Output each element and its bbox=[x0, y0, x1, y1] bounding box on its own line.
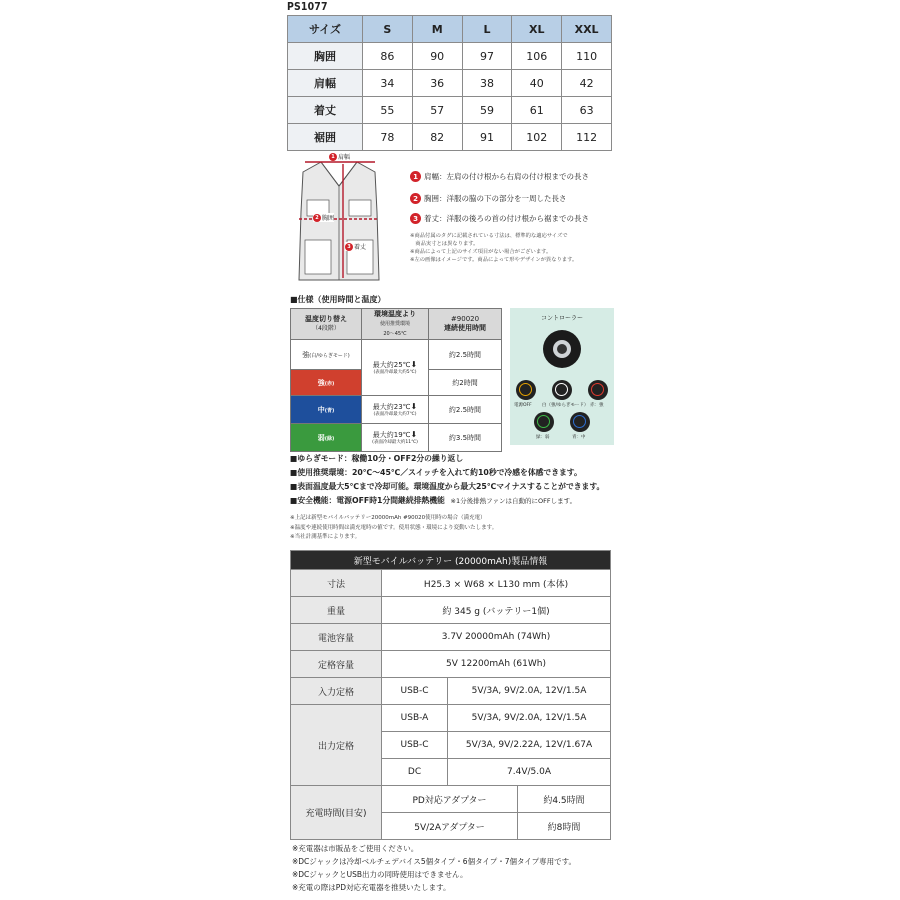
mode-sub: (白/ゆらぎモード) bbox=[309, 352, 350, 359]
size-cell: 106 bbox=[512, 43, 562, 70]
mode-cell-red bbox=[291, 370, 362, 396]
battery-port: USB-C bbox=[382, 678, 448, 705]
time-cell: 約2.5時間 bbox=[429, 396, 502, 424]
battery-value: 7.4V/5.0A bbox=[448, 759, 611, 786]
battery-value: 3.7V 20000mAh (74Wh) bbox=[382, 624, 611, 651]
down-arrow-icon: ⬇ bbox=[410, 402, 418, 411]
size-cell: 40 bbox=[512, 70, 562, 97]
battery-key: 充電時間(目安) bbox=[291, 786, 382, 840]
size-table-row bbox=[288, 43, 612, 70]
note-line: ※商品によって上記のサイズ項目がない場合がございます。 bbox=[410, 249, 552, 255]
size-cell: 61 bbox=[512, 97, 562, 124]
green-mode-label: 緑：弱 bbox=[536, 435, 550, 440]
spec-header-mode-sub: （4段階） bbox=[312, 325, 340, 332]
battery-row bbox=[291, 678, 611, 705]
temp-cell bbox=[362, 396, 429, 424]
power-off-button[interactable] bbox=[516, 380, 536, 400]
battery-table bbox=[290, 550, 611, 840]
time-cell: 約2.5時間 bbox=[429, 340, 502, 370]
temp-cell-merged bbox=[362, 340, 429, 396]
spec-header-env-text: 環境温度より bbox=[374, 309, 416, 318]
size-table-row bbox=[288, 70, 612, 97]
battery-key: 寸法 bbox=[291, 570, 382, 597]
spec-header-env-sub2: 20～45℃ bbox=[383, 330, 407, 337]
battery-value: 約 345 g (バッテリー1個) bbox=[382, 597, 611, 624]
shoulder-label bbox=[329, 152, 350, 161]
controller-knob-icon bbox=[543, 330, 581, 368]
bullet-line bbox=[290, 495, 576, 506]
length-label-text: 着丈 bbox=[354, 244, 367, 251]
bullet-line: ■ゆらぎモード：稼働10分・OFF2分の繰り返し bbox=[290, 454, 464, 463]
spec-row bbox=[291, 424, 502, 452]
white-mode-label: 白（強/ゆらぎモード） bbox=[542, 403, 589, 408]
mode-cell-green bbox=[291, 424, 362, 452]
size-cell: 36 bbox=[412, 70, 462, 97]
battery-port: USB-C bbox=[382, 732, 448, 759]
size-row-label: 肩幅 bbox=[288, 70, 363, 97]
size-header-cell: L bbox=[462, 16, 512, 43]
size-header-cell: サイズ bbox=[288, 16, 363, 43]
blue-mode-button[interactable] bbox=[570, 412, 590, 432]
controller-title: コントローラー bbox=[540, 315, 583, 322]
size-cell: 59 bbox=[462, 97, 512, 124]
legend-text: 胸囲：洋服の脇の下の部分を一周した長さ bbox=[424, 194, 567, 203]
footnote: ※充電の際はPD対応充電器を推奨いたします。 bbox=[292, 883, 451, 892]
bullet-line: ■表面温度最大5℃まで冷却可能。環境温度から最大25℃マイナスすることができます。 bbox=[290, 482, 605, 491]
battery-value: H25.3 × W68 × L130 mm (本体) bbox=[382, 570, 611, 597]
mode-sub: (緑) bbox=[324, 435, 335, 442]
size-table bbox=[287, 15, 612, 151]
temp-sub: (表面冷却最大約11℃) bbox=[372, 440, 418, 445]
bullet-extra: ※1分後排熱ファンは自動的にOFFします。 bbox=[450, 497, 577, 505]
time-cell: 約2時間 bbox=[429, 370, 502, 396]
battery-row bbox=[291, 624, 611, 651]
spec-header-time bbox=[429, 309, 502, 340]
size-notes bbox=[410, 232, 610, 264]
size-cell: 34 bbox=[363, 70, 413, 97]
size-cell: 110 bbox=[562, 43, 612, 70]
size-cell: 63 bbox=[562, 97, 612, 124]
mode-sub: (赤) bbox=[324, 380, 335, 387]
mode-cell-white bbox=[291, 340, 362, 370]
legend-text: 着丈：洋服の後ろの首の付け根から裾までの長さ bbox=[424, 214, 589, 223]
legend-item bbox=[410, 213, 589, 224]
battery-row bbox=[291, 705, 611, 732]
size-table-header bbox=[288, 16, 612, 43]
battery-value: 5V/3A, 9V/2.22A, 12V/1.67A bbox=[448, 732, 611, 759]
marker-2-icon: 2 bbox=[410, 193, 421, 204]
size-cell: 57 bbox=[412, 97, 462, 124]
battery-value: 5V/3A, 9V/2.0A, 12V/1.5A bbox=[448, 678, 611, 705]
battery-value: 約4.5時間 bbox=[518, 786, 611, 813]
battery-key: 重量 bbox=[291, 597, 382, 624]
size-row-label: 着丈 bbox=[288, 97, 363, 124]
size-cell: 102 bbox=[512, 124, 562, 151]
length-label bbox=[345, 242, 366, 251]
battery-key: 定格容量 bbox=[291, 651, 382, 678]
battery-row bbox=[291, 597, 611, 624]
size-cell: 55 bbox=[363, 97, 413, 124]
note-line: ※左の画像はイメージです。商品によって形やデザインが異なります。 bbox=[410, 257, 578, 263]
size-row-label: 胸囲 bbox=[288, 43, 363, 70]
battery-value: 5V/3A, 9V/2.0A, 12V/1.5A bbox=[448, 705, 611, 732]
size-cell: 112 bbox=[562, 124, 612, 151]
bullet-text: ■安全機能：電源OFF時1分間継続排熱機能 bbox=[290, 496, 445, 505]
battery-port: USB-A bbox=[382, 705, 448, 732]
temp-value: 最大約19℃ bbox=[372, 431, 411, 439]
size-header-cell: S bbox=[363, 16, 413, 43]
spec-header-env bbox=[362, 309, 429, 340]
temp-value: 最大約23℃ bbox=[372, 403, 411, 411]
red-mode-label: 赤：強 bbox=[590, 403, 604, 408]
mode-cell-blue bbox=[291, 396, 362, 424]
size-cell: 86 bbox=[363, 43, 413, 70]
battery-subkey: 5V/2Aアダプター bbox=[382, 813, 518, 840]
legend-item bbox=[410, 193, 567, 204]
mode-label: 強 bbox=[302, 350, 310, 359]
spec-row bbox=[291, 340, 502, 370]
spec-table bbox=[290, 308, 502, 452]
temp-value: 最大約25℃ bbox=[372, 361, 411, 369]
legend-text: 肩幅：左肩の付け根から右肩の付け根までの長さ bbox=[424, 172, 589, 181]
size-cell: 78 bbox=[363, 124, 413, 151]
down-arrow-icon: ⬇ bbox=[410, 360, 418, 369]
size-cell: 90 bbox=[412, 43, 462, 70]
chest-label-text: 胸囲 bbox=[322, 215, 335, 222]
temp-sub: (表面冷却最大約7℃) bbox=[373, 412, 417, 417]
time-cell: 約3.5時間 bbox=[429, 424, 502, 452]
size-cell: 82 bbox=[412, 124, 462, 151]
size-cell: 97 bbox=[462, 43, 512, 70]
mode-sub: (青) bbox=[324, 407, 335, 414]
mode-label: 弱 bbox=[317, 433, 325, 442]
battery-key: 電池容量 bbox=[291, 624, 382, 651]
small-note: ※温度や連続使用時間は満充電時の値です。使用状態・環境により変動いたします。 bbox=[290, 525, 498, 531]
battery-title: 新型モバイルバッテリー (20000mAh)製品情報 bbox=[291, 551, 611, 570]
battery-subkey: PD対応アダプター bbox=[382, 786, 518, 813]
spec-header-time-code: #90020 bbox=[450, 315, 480, 323]
battery-key: 入力定格 bbox=[291, 678, 382, 705]
marker-3-icon: 3 bbox=[410, 213, 421, 224]
marker-1-icon: 1 bbox=[329, 153, 337, 161]
footnote: ※DCジャックとUSB出力の同時使用はできません。 bbox=[292, 870, 468, 879]
small-note: ※当社計測基準によります。 bbox=[290, 534, 361, 540]
spec-header-mode-text: 温度切り替え bbox=[305, 315, 347, 323]
note-line: 商品実寸とは異なります。 bbox=[410, 241, 479, 247]
battery-value: 5V 12200mAh (61Wh) bbox=[382, 651, 611, 678]
marker-3-icon: 3 bbox=[345, 243, 353, 251]
vest-diagram bbox=[293, 152, 385, 282]
product-code: PS1077 bbox=[287, 0, 328, 13]
size-table-row bbox=[288, 97, 612, 124]
power-off-label: 電源OFF bbox=[514, 403, 532, 408]
small-note: ※上記は新型モバイルバッテリー20000mAh #90020使用時の場合（満充電） bbox=[290, 515, 486, 521]
battery-row bbox=[291, 570, 611, 597]
down-arrow-icon: ⬇ bbox=[410, 430, 418, 439]
marker-2-icon: 2 bbox=[313, 214, 321, 222]
spec-header-mode bbox=[291, 309, 362, 340]
size-cell: 91 bbox=[462, 124, 512, 151]
spec-header-env-sub1: 使用推奨環境 bbox=[379, 320, 410, 327]
battery-value: 約8時間 bbox=[518, 813, 611, 840]
size-row-label: 裾囲 bbox=[288, 124, 363, 151]
size-cell: 38 bbox=[462, 70, 512, 97]
red-mode-button[interactable] bbox=[588, 380, 608, 400]
battery-row bbox=[291, 651, 611, 678]
size-table-row bbox=[288, 124, 612, 151]
battery-row bbox=[291, 786, 611, 813]
green-mode-button[interactable] bbox=[534, 412, 554, 432]
battery-key: 出力定格 bbox=[291, 705, 382, 786]
legend-item bbox=[410, 171, 589, 182]
size-header-cell: XL bbox=[512, 16, 562, 43]
spec-table-header bbox=[291, 309, 502, 340]
marker-1-icon: 1 bbox=[410, 171, 421, 182]
vest-illustration bbox=[293, 152, 385, 282]
mode-label: 中 bbox=[317, 405, 325, 414]
size-header-cell: M bbox=[412, 16, 462, 43]
spec-section-title: ■仕様（使用時間と温度） bbox=[290, 295, 386, 304]
blue-mode-label: 青：中 bbox=[572, 435, 586, 440]
battery-title-row bbox=[291, 551, 611, 570]
size-header-cell: XXL bbox=[562, 16, 612, 43]
spec-header-time-text: 連続使用時間 bbox=[444, 324, 486, 332]
battery-port: DC bbox=[382, 759, 448, 786]
footnote: ※充電器は市販品をご使用ください。 bbox=[292, 844, 419, 853]
bullet-line: ■使用推奨環境：20℃～45℃／スイッチを入れて約10秒で冷感を体感できます。 bbox=[290, 468, 582, 477]
temp-sub: (表面冷却最大約5℃) bbox=[373, 370, 417, 375]
shoulder-label-text: 肩幅 bbox=[338, 154, 351, 161]
note-line: ※商品付属のタグに記載されている寸法は、標準的な適応サイズで bbox=[410, 233, 568, 239]
temp-cell bbox=[362, 424, 429, 452]
controller-panel bbox=[510, 308, 614, 445]
white-mode-button[interactable] bbox=[552, 380, 572, 400]
spec-row bbox=[291, 396, 502, 424]
mode-label: 強 bbox=[317, 378, 325, 387]
size-cell: 42 bbox=[562, 70, 612, 97]
footnote: ※DCジャックは冷却ベルチェデバイス5個タイプ・6個タイプ・7個タイプ専用です。 bbox=[292, 857, 576, 866]
chest-label bbox=[313, 213, 334, 222]
